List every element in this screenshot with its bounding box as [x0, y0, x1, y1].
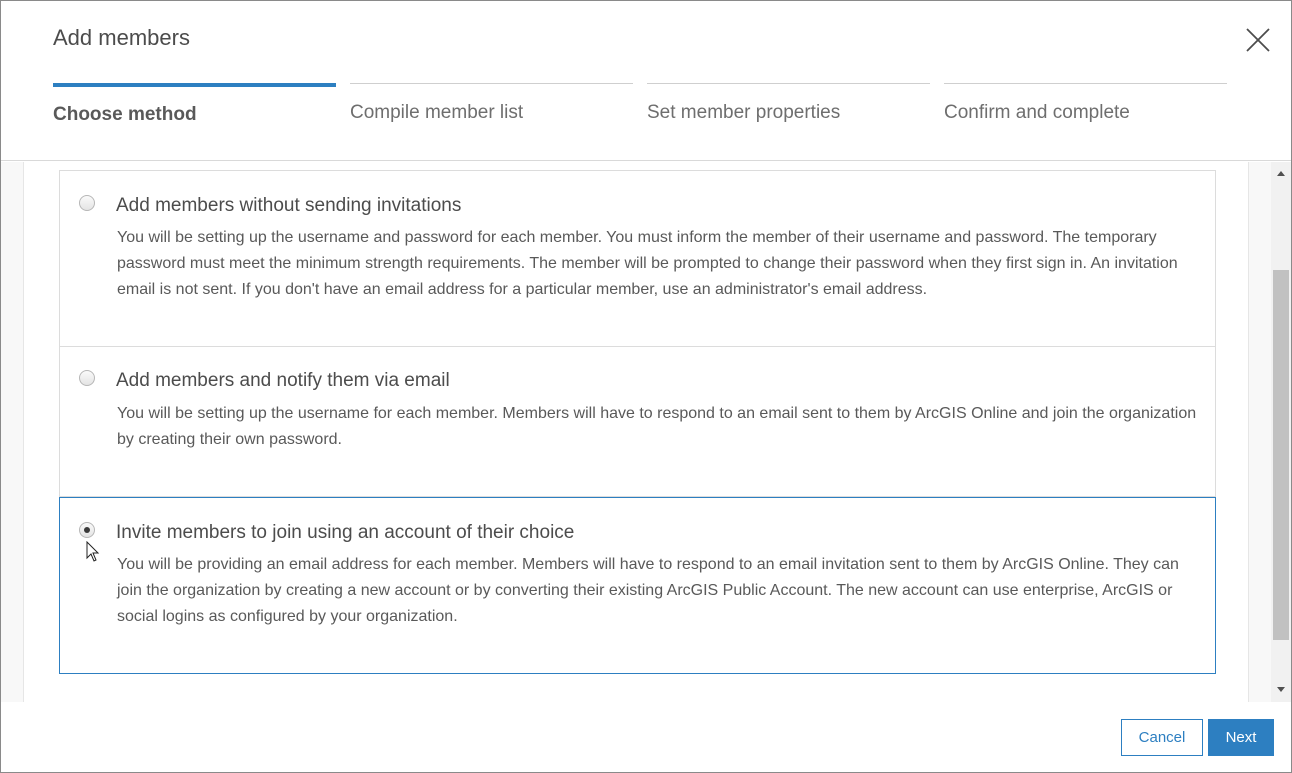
scroll-down-arrow-icon[interactable] — [1271, 680, 1291, 698]
scrollbar-thumb[interactable] — [1273, 270, 1289, 640]
method-options-panel — [23, 162, 1249, 702]
step-label: Confirm and complete — [944, 102, 1130, 123]
option-title: Add members and notify them via email — [116, 370, 450, 391]
dialog-title: Add members — [53, 25, 190, 50]
option-description: You will be setting up the username and password for each member. You must inform the member of their username and password. The temporary password must meet the minimum strength requirements. The member will be prompted to change their password when they first sign in. An invitation email is not sent. If you don't have an email address for a particular member, use an administrator's email address. — [117, 229, 1178, 298]
step-label: Set member properties — [647, 102, 841, 123]
close-button[interactable] — [1245, 27, 1271, 53]
step-set-member-properties[interactable] — [647, 83, 930, 143]
radio-button[interactable] — [79, 370, 95, 386]
step-choose-method[interactable] — [53, 83, 336, 143]
step-compile-member-list[interactable] — [350, 83, 633, 143]
option-title: Add members without sending invitations — [116, 195, 462, 216]
option-description: You will be providing an email address for each member. Members will have to respond to an email invitation sent to them by ArcGIS Online. They can join the organization by creating a new account or by converting their existing ArcGIS Public Account. The new account can use enterprise, ArcGIS or social logins as configured by your organization. — [117, 556, 1179, 625]
step-confirm-and-complete[interactable] — [944, 83, 1227, 143]
radio-button[interactable] — [79, 195, 95, 211]
dialog-footer — [1, 702, 1291, 772]
step-progress-bar — [944, 83, 1227, 84]
dialog-content — [1, 162, 1291, 702]
step-progress-bar — [350, 83, 633, 84]
option-add-and-notify-email[interactable] — [59, 347, 1216, 497]
vertical-scrollbar[interactable] — [1271, 162, 1291, 702]
option-title: Invite members to join using an account of their choice — [116, 522, 575, 543]
scroll-up-arrow-icon[interactable] — [1271, 164, 1291, 182]
step-label: Choose method — [53, 104, 197, 125]
close-icon — [1245, 27, 1271, 53]
option-invite-account-of-choice[interactable] — [59, 497, 1216, 674]
cancel-button[interactable]: Cancel — [1121, 719, 1203, 756]
dialog-header — [1, 1, 1291, 161]
option-add-without-invitations[interactable] — [59, 170, 1216, 347]
step-progress-bar — [53, 83, 336, 87]
step-progress-bar — [647, 83, 930, 84]
option-description: You will be setting up the username for each member. Members will have to respond to an email sent to them by ArcGIS Online and join the organization by creating their own password. — [117, 405, 1197, 448]
radio-button-selected[interactable] — [79, 522, 95, 538]
next-button[interactable]: Next — [1208, 719, 1274, 756]
step-indicator — [53, 83, 1227, 143]
step-label: Compile member list — [350, 102, 524, 123]
